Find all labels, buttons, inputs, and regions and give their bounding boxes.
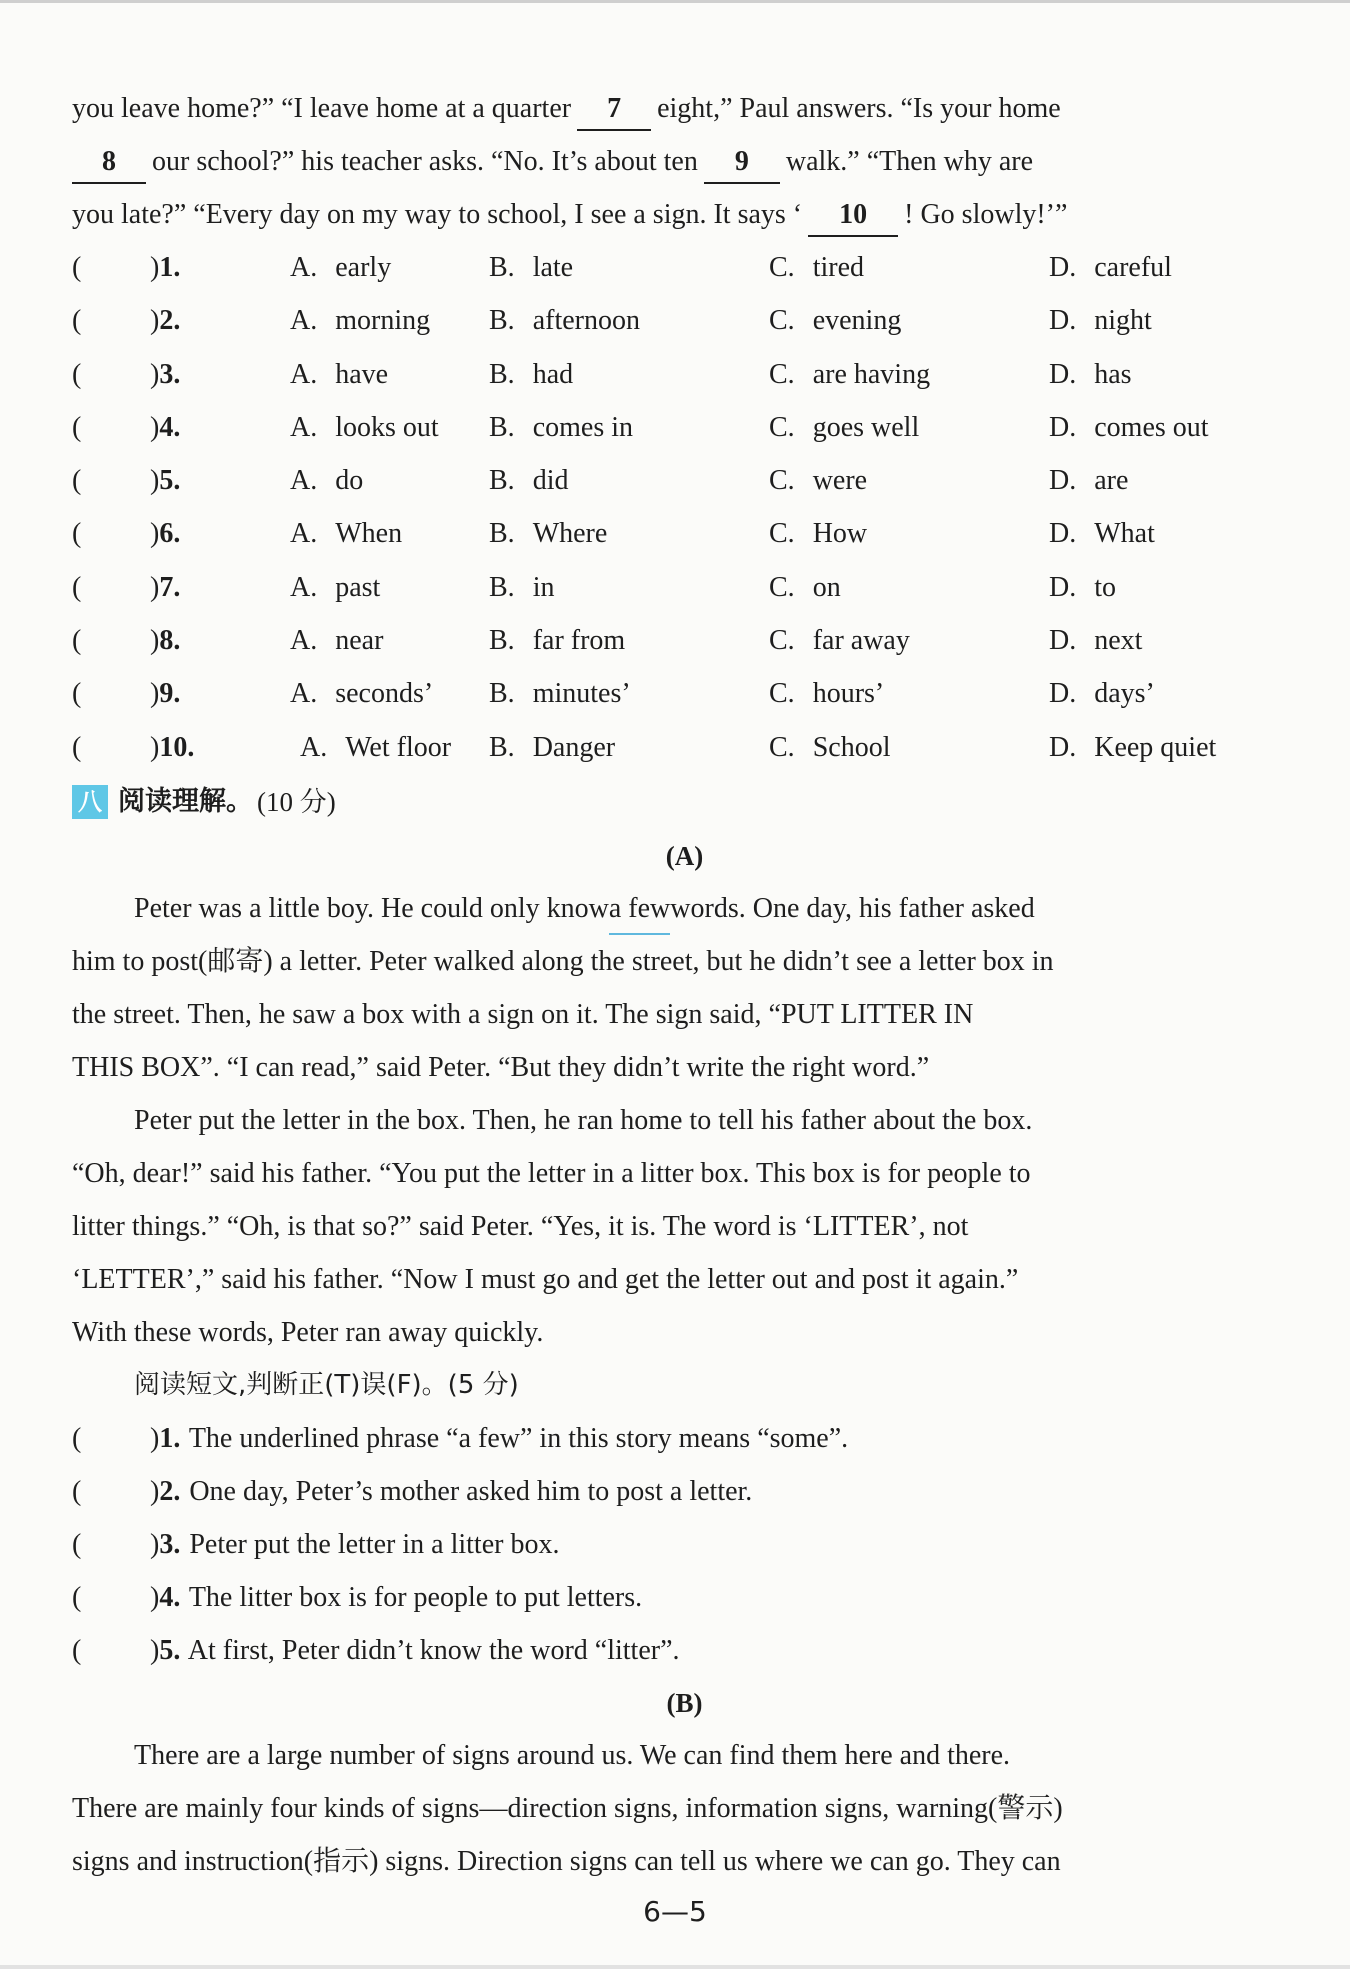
cloze-question-row bbox=[72, 721, 1297, 774]
option-b[interactable] bbox=[489, 454, 568, 507]
option-letter: D. bbox=[1049, 571, 1077, 603]
option-text: When bbox=[335, 518, 403, 550]
option-text: looks out bbox=[335, 411, 439, 443]
option-letter: A. bbox=[290, 465, 318, 497]
question-number: )3. bbox=[150, 358, 181, 390]
option-d[interactable] bbox=[1049, 561, 1116, 614]
option-letter: C. bbox=[769, 358, 795, 390]
option-a[interactable] bbox=[290, 507, 402, 560]
tf-question-row bbox=[72, 1465, 1297, 1518]
option-d[interactable] bbox=[1049, 614, 1142, 667]
cloze-question-row bbox=[72, 401, 1297, 454]
option-letter: C. bbox=[769, 305, 795, 337]
option-text: were bbox=[812, 465, 868, 497]
blank-7[interactable]: 7 bbox=[577, 89, 651, 131]
option-b[interactable] bbox=[489, 721, 615, 774]
option-text: afternoon bbox=[532, 305, 640, 337]
tf-question-row bbox=[72, 1571, 1297, 1624]
option-text: near bbox=[335, 625, 384, 657]
question-number-label: 3. bbox=[159, 1528, 181, 1560]
question-number: )7. bbox=[150, 571, 181, 603]
question-number-label: 1. bbox=[159, 252, 181, 283]
answer-paren-open[interactable]: ( bbox=[72, 465, 82, 497]
option-letter: B. bbox=[489, 252, 515, 283]
blank-8[interactable]: 8 bbox=[72, 142, 146, 184]
passage-b bbox=[72, 1729, 1297, 1888]
option-letter: C. bbox=[769, 625, 795, 657]
tf-question-text: )4. The litter box is for people to put letters. bbox=[150, 1581, 643, 1613]
cloze-line-2: 8 our school?” his teacher asks. “No. It’s about ten 9 walk.” “Then why are bbox=[72, 135, 1297, 188]
option-letter: D. bbox=[1049, 305, 1077, 337]
passage-a-line: him to post(邮寄) a letter. Peter walked along the street, but he didn’t see a letter box in bbox=[72, 945, 1054, 977]
option-text: comes out bbox=[1094, 411, 1209, 443]
option-letter: B. bbox=[489, 411, 515, 443]
option-text: in bbox=[532, 571, 555, 603]
option-letter: A. bbox=[290, 678, 318, 710]
passage-b-label: (B) bbox=[666, 1687, 703, 1718]
option-text: Danger bbox=[532, 731, 616, 763]
answer-paren-open[interactable]: ( bbox=[72, 305, 82, 337]
question-number-label: 5. bbox=[159, 1634, 181, 1666]
worksheet-page bbox=[72, 82, 1297, 1888]
option-text: had bbox=[532, 358, 574, 390]
answer-paren-open[interactable]: ( bbox=[72, 252, 82, 283]
option-b[interactable] bbox=[489, 401, 633, 454]
passage-a bbox=[72, 882, 1297, 1359]
option-b[interactable] bbox=[489, 348, 573, 401]
option-a[interactable] bbox=[290, 294, 430, 347]
option-text: comes in bbox=[532, 411, 633, 443]
cloze-line-1: you leave home?” “I leave home at a quarter 7 eight,” Paul answers. “Is your home bbox=[72, 82, 1297, 135]
cloze-question-row bbox=[72, 614, 1297, 667]
question-number-label: 3. bbox=[159, 358, 181, 390]
question-number: )1. bbox=[150, 252, 181, 283]
blank-10[interactable]: 10 bbox=[808, 195, 898, 237]
option-text: School bbox=[812, 731, 891, 763]
option-a[interactable] bbox=[290, 614, 383, 667]
section-number-badge: 八 bbox=[72, 785, 108, 819]
option-text: evening bbox=[812, 305, 902, 337]
option-letter: D. bbox=[1049, 731, 1077, 763]
answer-paren-open[interactable]: ( bbox=[72, 625, 82, 657]
cloze-question-row bbox=[72, 241, 1297, 294]
option-letter: A. bbox=[290, 518, 318, 550]
option-letter: B. bbox=[489, 571, 515, 603]
option-letter: A. bbox=[290, 252, 318, 283]
option-text: careful bbox=[1094, 252, 1172, 283]
question-number-label: 2. bbox=[159, 305, 181, 337]
underlined-phrase: a few bbox=[609, 882, 670, 935]
option-c[interactable] bbox=[769, 667, 884, 720]
option-letter: C. bbox=[769, 252, 795, 283]
tf-question-text: )5. At first, Peter didn’t know the word “litter”. bbox=[150, 1634, 680, 1666]
option-text: are bbox=[1094, 465, 1129, 497]
answer-paren-open[interactable]: ( bbox=[72, 678, 82, 710]
question-number-label: 4. bbox=[159, 411, 181, 443]
option-c[interactable] bbox=[769, 454, 867, 507]
cloze-question-row bbox=[72, 561, 1297, 614]
question-number: )5. bbox=[150, 465, 181, 497]
option-letter: A. bbox=[290, 625, 318, 657]
tf-question-row bbox=[72, 1412, 1297, 1465]
question-number: )8. bbox=[150, 625, 181, 657]
option-d[interactable] bbox=[1049, 667, 1155, 720]
option-c[interactable] bbox=[769, 507, 867, 560]
tf-instruction: 阅读短文,判断正(T)误(F)。(5 分) bbox=[134, 1369, 519, 1400]
option-text: next bbox=[1094, 625, 1143, 657]
option-text: do bbox=[335, 465, 364, 497]
question-number-label: 7. bbox=[159, 571, 181, 603]
option-d[interactable] bbox=[1049, 454, 1128, 507]
answer-paren-open[interactable]: ( bbox=[72, 1634, 82, 1666]
tf-question-text: )1. The underlined phrase “a few” in this story means “some”. bbox=[150, 1422, 849, 1454]
option-text: What bbox=[1094, 518, 1155, 550]
answer-paren-open[interactable]: ( bbox=[72, 1422, 82, 1454]
tf-question-row bbox=[72, 1518, 1297, 1571]
question-number-label: 8. bbox=[159, 625, 181, 657]
question-number: )2. bbox=[150, 305, 181, 337]
option-c[interactable] bbox=[769, 348, 930, 401]
question-number-label: 10. bbox=[159, 731, 195, 763]
question-number-label: 4. bbox=[159, 1581, 181, 1613]
cloze-question-row bbox=[72, 348, 1297, 401]
option-text: past bbox=[335, 571, 381, 603]
option-text: Where bbox=[532, 518, 608, 550]
tf-question-row bbox=[72, 1624, 1297, 1677]
option-a[interactable] bbox=[290, 561, 380, 614]
answer-paren-open[interactable]: ( bbox=[72, 1528, 82, 1560]
option-a[interactable] bbox=[290, 401, 439, 454]
option-b[interactable] bbox=[489, 614, 625, 667]
question-number-label: 6. bbox=[159, 518, 181, 550]
option-b[interactable] bbox=[489, 294, 640, 347]
option-b[interactable] bbox=[489, 667, 631, 720]
question-number-label: 5. bbox=[159, 465, 181, 497]
cloze-question-row bbox=[72, 294, 1297, 347]
cloze-question-list bbox=[72, 241, 1297, 774]
option-a[interactable] bbox=[290, 348, 388, 401]
option-text: has bbox=[1094, 358, 1132, 390]
option-letter: D. bbox=[1049, 358, 1077, 390]
option-a[interactable] bbox=[290, 454, 363, 507]
option-b[interactable] bbox=[489, 561, 554, 614]
option-letter: A. bbox=[300, 731, 328, 763]
option-d[interactable] bbox=[1049, 401, 1209, 454]
question-number: )10. bbox=[150, 731, 195, 763]
passage-a-line: the street. Then, he saw a box with a sign on it. The sign said, “PUT LITTER IN bbox=[72, 998, 974, 1030]
option-text: days’ bbox=[1094, 678, 1155, 710]
option-letter: C. bbox=[769, 465, 795, 497]
option-d[interactable] bbox=[1049, 507, 1155, 560]
option-text: seconds’ bbox=[335, 678, 434, 710]
answer-paren-open[interactable]: ( bbox=[72, 1581, 82, 1613]
passage-a-line: With these words, Peter ran away quickly. bbox=[72, 1316, 544, 1348]
question-number: )6. bbox=[150, 518, 181, 550]
option-d[interactable] bbox=[1049, 721, 1216, 774]
option-letter: C. bbox=[769, 411, 795, 443]
answer-paren-open[interactable]: ( bbox=[72, 571, 82, 603]
option-text: goes well bbox=[812, 411, 920, 443]
option-text: Keep quiet bbox=[1094, 731, 1217, 763]
passage-b-line: There are a large number of signs around us. We can find them here and there. bbox=[134, 1739, 1011, 1771]
option-text: Wet floor bbox=[345, 731, 452, 763]
true-false-question-list bbox=[72, 1412, 1297, 1677]
cloze-question-row bbox=[72, 507, 1297, 560]
option-letter: B. bbox=[489, 518, 515, 550]
option-letter: B. bbox=[489, 358, 515, 390]
option-letter: D. bbox=[1049, 518, 1077, 550]
option-letter: B. bbox=[489, 305, 515, 337]
passage-a-line: ‘LETTER’,” said his father. “Now I must go and get the letter out and post it again.” bbox=[72, 1263, 1019, 1295]
option-letter: A. bbox=[290, 411, 318, 443]
option-text: morning bbox=[335, 305, 431, 337]
passage-a-label: (A) bbox=[665, 840, 704, 871]
option-text: early bbox=[335, 252, 392, 283]
option-b[interactable] bbox=[489, 507, 607, 560]
answer-paren-open[interactable]: ( bbox=[72, 1475, 82, 1507]
cloze-line-3: you late?” “Every day on my way to school, I see a sign. It says ‘ 10 ! Go slowly!’” bbox=[72, 188, 1297, 241]
passage-a-line: THIS BOX”. “I can read,” said Peter. “But they didn’t write the right word.” bbox=[72, 1051, 930, 1083]
option-text: How bbox=[812, 518, 868, 550]
top-border bbox=[0, 0, 1350, 3]
section-score: (10 分) bbox=[257, 786, 336, 817]
option-letter: C. bbox=[769, 518, 795, 550]
answer-paren-open[interactable]: ( bbox=[72, 358, 82, 390]
answer-paren-open[interactable]: ( bbox=[72, 411, 82, 443]
option-letter: B. bbox=[489, 625, 515, 657]
option-text: far from bbox=[532, 625, 626, 657]
option-c[interactable] bbox=[769, 614, 910, 667]
passage-b-line: signs and instruction(指示) signs. Direction signs can tell us where we can go. They can bbox=[72, 1845, 1061, 1877]
option-c[interactable] bbox=[769, 561, 841, 614]
section-title: 阅读理解。 bbox=[118, 785, 253, 817]
option-text: hours’ bbox=[812, 678, 885, 710]
question-number-label: 2. bbox=[159, 1475, 181, 1507]
option-letter: A. bbox=[290, 571, 318, 603]
option-text: far away bbox=[812, 625, 910, 657]
option-text: on bbox=[812, 571, 841, 603]
option-a[interactable] bbox=[290, 667, 433, 720]
page-number: 6—5 bbox=[643, 1895, 707, 1928]
option-text: to bbox=[1094, 571, 1117, 603]
option-c[interactable] bbox=[769, 294, 901, 347]
option-letter: C. bbox=[769, 678, 795, 710]
cloze-question-row bbox=[72, 454, 1297, 507]
option-a[interactable] bbox=[290, 241, 391, 294]
option-letter: D. bbox=[1049, 411, 1077, 443]
passage-a-line: Peter put the letter in the box. Then, he ran home to tell his father about the box. bbox=[134, 1104, 1033, 1136]
option-d[interactable] bbox=[1049, 348, 1132, 401]
bottom-border bbox=[0, 1965, 1350, 1969]
blank-9[interactable]: 9 bbox=[704, 142, 780, 184]
option-letter: D. bbox=[1049, 465, 1077, 497]
answer-paren-open[interactable]: ( bbox=[72, 731, 82, 763]
option-letter: D. bbox=[1049, 252, 1077, 283]
option-text: have bbox=[335, 358, 389, 390]
option-text: minutes’ bbox=[532, 678, 631, 710]
option-d[interactable] bbox=[1049, 294, 1152, 347]
question-number-label: 9. bbox=[159, 678, 181, 710]
option-c[interactable] bbox=[769, 241, 864, 294]
question-number-label: 1. bbox=[159, 1422, 181, 1454]
option-a[interactable] bbox=[300, 721, 451, 774]
passage-a-line: “Oh, dear!” said his father. “You put the letter in a litter box. This box is for people to bbox=[72, 1157, 1031, 1189]
option-text: tired bbox=[812, 252, 864, 283]
option-text: night bbox=[1094, 305, 1152, 337]
tf-question-text: )2. One day, Peter’s mother asked him to post a letter. bbox=[150, 1475, 753, 1507]
option-letter: B. bbox=[489, 465, 515, 497]
option-text: are having bbox=[812, 358, 931, 390]
option-c[interactable] bbox=[769, 721, 890, 774]
option-letter: B. bbox=[489, 731, 515, 763]
question-number: )9. bbox=[150, 678, 181, 710]
option-letter: D. bbox=[1049, 678, 1077, 710]
tf-question-text: )3. Peter put the letter in a litter box. bbox=[150, 1528, 560, 1560]
option-c[interactable] bbox=[769, 401, 919, 454]
passage-a-line: litter things.” “Oh, is that so?” said Peter. “Yes, it is. The word is ‘LITTER’, not bbox=[72, 1210, 969, 1242]
section-8-header bbox=[72, 774, 1297, 830]
option-letter: B. bbox=[489, 678, 515, 710]
option-letter: A. bbox=[290, 305, 318, 337]
option-letter: A. bbox=[290, 358, 318, 390]
option-letter: D. bbox=[1049, 625, 1077, 657]
answer-paren-open[interactable]: ( bbox=[72, 518, 82, 550]
option-letter: C. bbox=[769, 731, 795, 763]
option-text: did bbox=[532, 465, 569, 497]
option-d[interactable] bbox=[1049, 241, 1172, 294]
cloze-question-row bbox=[72, 667, 1297, 720]
passage-b-line: There are mainly four kinds of signs—direction signs, information signs, warning(警示) bbox=[72, 1792, 1063, 1824]
option-text: late bbox=[532, 252, 574, 283]
option-b[interactable] bbox=[489, 241, 573, 294]
question-number: )4. bbox=[150, 411, 181, 443]
passage-a-line: Peter was a little boy. He could only know a few words. One day, his father asked bbox=[72, 882, 1297, 935]
option-letter: C. bbox=[769, 571, 795, 603]
